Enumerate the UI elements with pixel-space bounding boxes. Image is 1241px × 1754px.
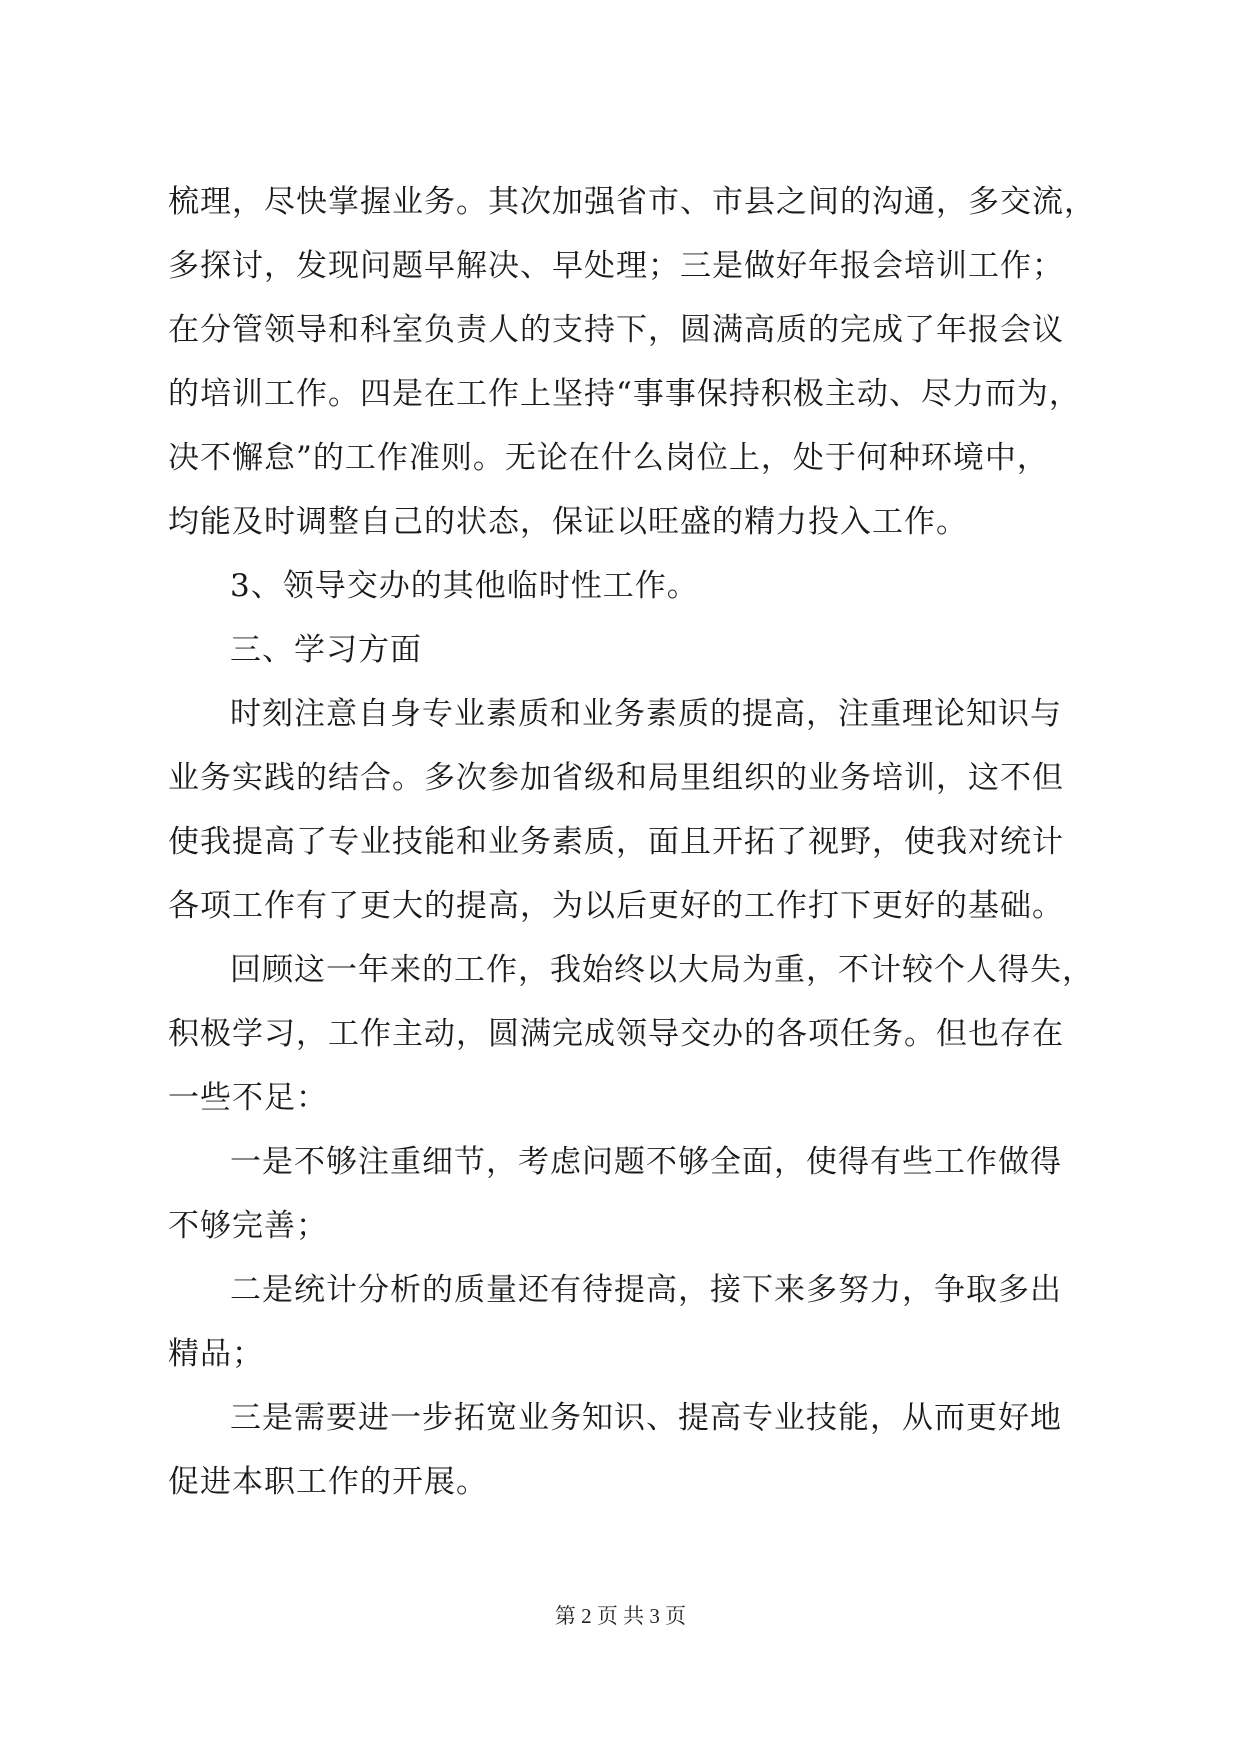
- text-line: 在分管领导和科室负责人的支持下，圆满高质的完成了年报会议: [168, 312, 1064, 348]
- list-item: 二是统计分析的质量还有待提高，接下来多努力，争取多出: [230, 1272, 1062, 1308]
- paragraph-start: 回顾这一年来的工作，我始终以大局为重，不计较个人得失，: [230, 952, 1094, 988]
- list-item: 3、领导交办的其他临时性工作。: [230, 568, 699, 604]
- paragraph-start: 时刻注意自身专业素质和业务素质的提高，注重理论知识与: [230, 696, 1062, 732]
- text-line: 多探讨，发现问题早解决、早处理；三是做好年报会培训工作；: [168, 248, 1064, 284]
- text-line: 决不懈怠”的工作准则。无论在什么岗位上，处于何种环境中，: [168, 440, 1049, 476]
- text-line: 积极学习，工作主动，圆满完成领导交办的各项任务。但也存在: [168, 1016, 1064, 1052]
- list-item: 一是不够注重细节，考虑问题不够全面，使得有些工作做得: [230, 1144, 1062, 1180]
- section-heading: 三、学习方面: [230, 632, 422, 668]
- text-line: 各项工作有了更大的提高，为以后更好的工作打下更好的基础。: [168, 888, 1064, 924]
- text-line: 的培训工作。四是在工作上坚持“事事保持积极主动、尽力而为，: [168, 376, 1081, 412]
- text-line: 业务实践的结合。多次参加省级和局里组织的业务培训，这不但: [168, 760, 1064, 796]
- text-line: 均能及时调整自己的状态，保证以旺盛的精力投入工作。: [168, 504, 968, 540]
- text-line: 促进本职工作的开展。: [168, 1464, 488, 1500]
- page-number-footer: 第 2 页 共 3 页: [554, 1604, 687, 1628]
- text-line: 使我提高了专业技能和业务素质，面且开拓了视野，使我对统计: [168, 824, 1064, 860]
- list-item: 三是需要进一步拓宽业务知识、提高专业技能，从而更好地: [230, 1400, 1062, 1436]
- text-line: 不够完善；: [168, 1208, 328, 1244]
- text-line: 梳理，尽快掌握业务。其次加强省市、市县之间的沟通，多交流，: [168, 184, 1096, 220]
- text-line: 精品；: [168, 1336, 264, 1372]
- text-line: 一些不足：: [168, 1080, 328, 1116]
